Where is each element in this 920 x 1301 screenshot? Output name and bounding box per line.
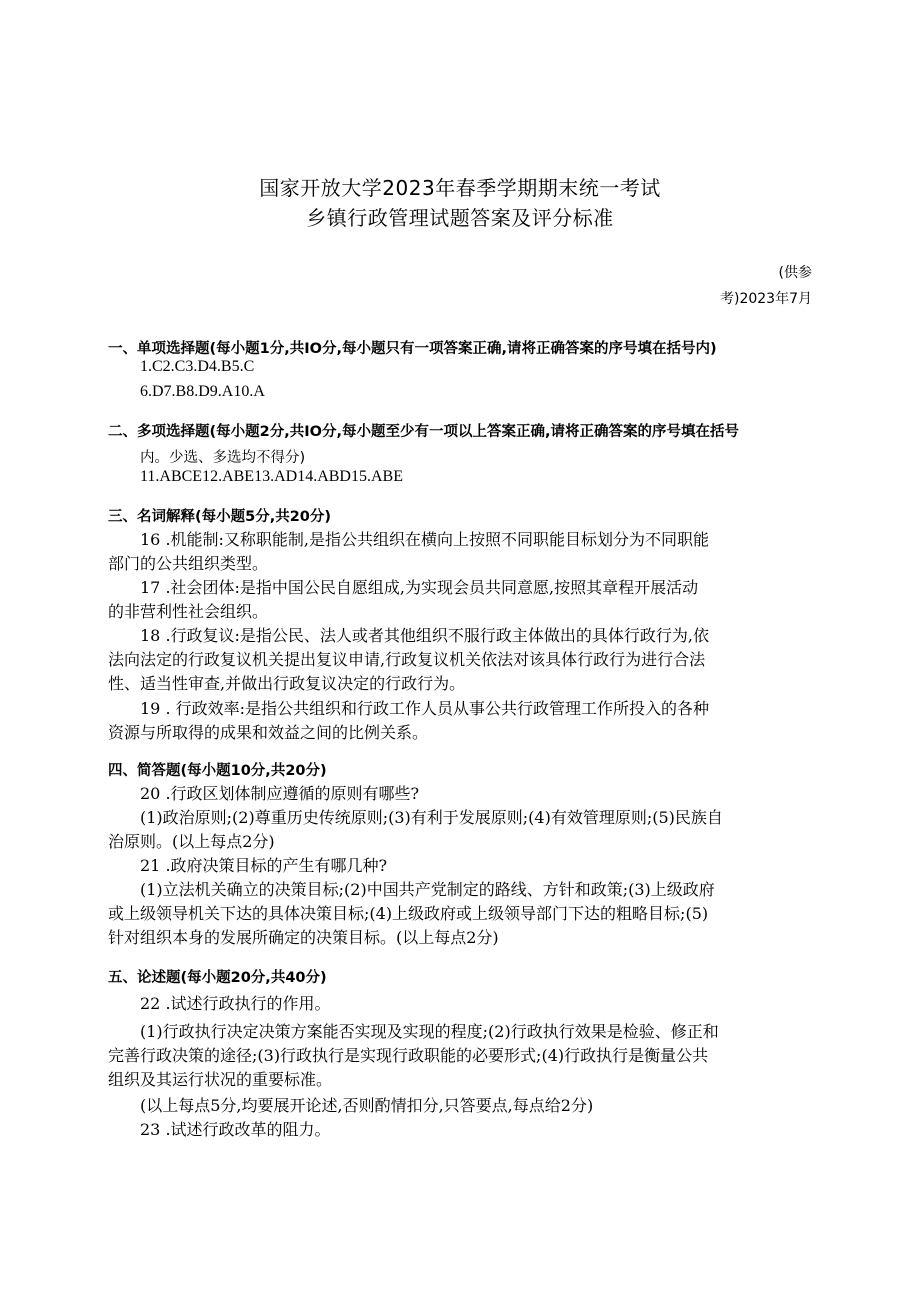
q16-line2: 部门的公共组织类型。: [108, 554, 269, 573]
q22-answer-line2: 完善行政决策的途径;(3)行政执行是实现行政职能的必要形式;(4)行政执行是衡量公共: [108, 1046, 709, 1065]
document-title: 国家开放大学2023年春季学期期末统一考试: [259, 176, 661, 200]
q16-line1: 16 .机能制:又称职能制,是指公共组织在横向上按照不同职能目标划分为不同职能: [140, 530, 710, 549]
reference-note-line2: 考)2023年7月: [720, 291, 812, 307]
section1-answers-line1: 1.C2.C3.D4.B5.C: [140, 358, 255, 375]
q22-question: 22 .试述行政执行的作用。: [140, 994, 331, 1013]
q18-line2: 法向法定的行政复议机关提出复议申请,行政复议机关依法对该具体行政行为进行合法: [108, 650, 706, 669]
q21-answer-line3: 针对组织本身的发展所确定的决策目标。(以上每点2分): [108, 928, 499, 947]
reference-note-line1: (供参: [778, 265, 812, 281]
q18-line1: 18 .行政复议:是指公民、法人或者其他组织不服行政主体做出的具体行政行为,依: [140, 626, 710, 645]
q22-answer-line3: 组织及其运行状况的重要标准。: [108, 1070, 333, 1089]
q18-line3: 性、适当性审查,并做出行政复议决定的行政行为。: [108, 674, 466, 693]
q19-line1: 19 . 行政效率:是指公共组织和行政工作人员从事公共行政管理工作所投入的各种: [140, 699, 710, 718]
section3-heading: 三、名词解释(每小题5分,共20分): [108, 509, 332, 525]
section2-heading: 二、多项选择题(每小题2分,共IO分,每小题至少有一项以上答案正确,请将正确答案的序号填在括号: [108, 424, 739, 440]
q22-scoring-note: (以上每点5分,均要展开论述,否则酌情扣分,只答要点,每点给2分): [140, 1096, 594, 1115]
section2-heading-cont: 内。少选、多选均不得分): [140, 450, 306, 466]
q20-answer-line2: 治原则。(以上每点2分): [108, 832, 275, 851]
document-subtitle: 乡镇行政管理试题答案及评分标准: [306, 206, 614, 230]
q17-line1: 17 .社会团体:是指中国公民自愿组成,为实现会员共同意愿,按照其章程开展活动: [140, 578, 699, 597]
section4-heading: 四、简答题(每小题10分,共20分): [108, 763, 327, 779]
q23-question: 23 .试述行政改革的阻力。: [140, 1120, 331, 1139]
q21-answer-line2: 或上级领导机关下达的具体决策目标;(4)上级政府或上级领导部门下达的粗略目标;(5): [108, 904, 709, 923]
q17-line2: 的非营利性社会组织。: [108, 602, 269, 621]
section5-heading: 五、论述题(每小题20分,共40分): [108, 970, 327, 986]
section1-heading: 一、单项选择题(每小题1分,共IO分,每小题只有一项答案正确,请将正确答案的序号填在括号内): [108, 341, 717, 357]
q22-answer-line1: (1)行政执行决定决策方案能否实现及实现的程度;(2)行政执行效果是检验、修正和: [140, 1022, 719, 1041]
q20-question: 20 .行政区划体制应遵循的原则有哪些?: [140, 784, 420, 803]
section1-answers-line2: 6.D7.B8.D9.A10.A: [140, 383, 265, 400]
section2-answers-line1: 11.ABCE12.ABE13.AD14.ABD15.ABE: [140, 468, 403, 485]
q21-answer-line1: (1)立法机关确立的决策目标;(2)中国共产党制定的路线、方针和政策;(3)上级政府: [140, 880, 715, 899]
q21-question: 21 .政府决策目标的产生有哪几种?: [140, 856, 388, 875]
q19-line2: 资源与所取得的成果和效益之间的比例关系。: [108, 723, 429, 742]
q20-answer-line1: (1)政治原则;(2)尊重历史传统原则;(3)有利于发展原则;(4)有效管理原则;(5)民族自: [140, 808, 723, 827]
